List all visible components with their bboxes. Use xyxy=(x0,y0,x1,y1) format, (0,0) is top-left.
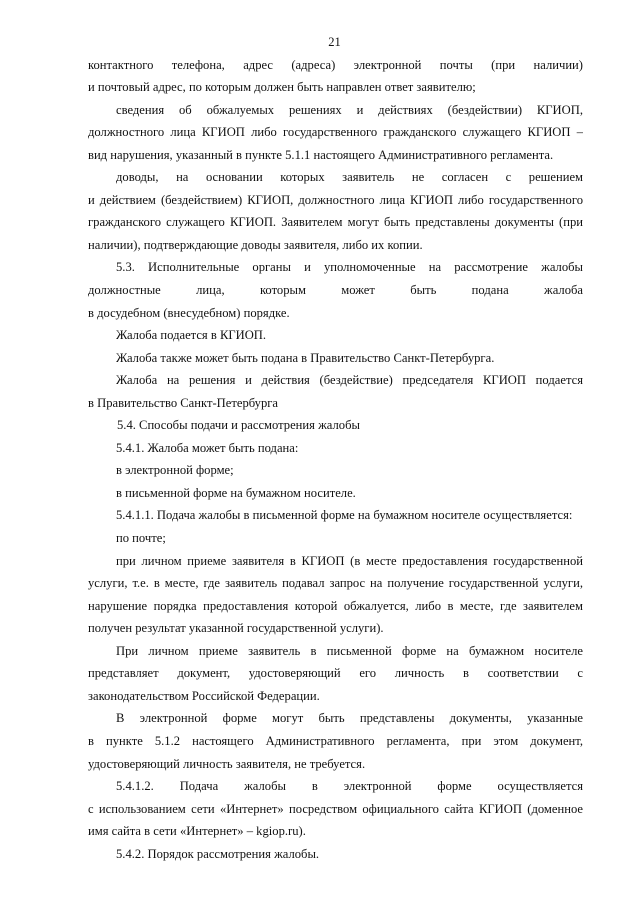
text-line: сведения об обжалуемых решениях и действиях (бездействии) КГИОП, xyxy=(116,102,583,117)
paragraph-section-5-4-1-2 xyxy=(88,775,583,843)
text-line: в письменной форме на бумажном носителе. xyxy=(116,485,356,500)
paragraph-electronic-documents xyxy=(88,707,583,775)
text-line: в пункте 5.1.2 настоящего Административного регламента, при этом документ, xyxy=(88,733,583,748)
text-line: в Правительство Санкт-Петербурга xyxy=(88,395,279,410)
paragraph-identity-document xyxy=(88,640,583,708)
text-line: При личном приеме заявитель в письменной форме на бумажном носителе xyxy=(116,643,583,658)
text-line: гражданского служащего КГИОП. Заявителем могут быть представлены документы (при xyxy=(88,215,583,230)
text-line: 5.3. Исполнительные органы и уполномоченные на рассмотрение жалобы xyxy=(116,260,583,275)
text-line: представляет документ, удостоверяющий его личность в соответствии с xyxy=(88,666,583,681)
text-line: Жалоба на решения и действия (бездействие) председателя КГИОП подается xyxy=(116,373,583,388)
paragraph-appealed-decisions xyxy=(88,99,583,167)
paragraph-contact-info xyxy=(88,54,583,99)
paragraph-electronic-form xyxy=(88,459,583,482)
page-number: 21 xyxy=(328,35,341,49)
text-line: по почте; xyxy=(116,531,166,546)
paragraph-personal-reception xyxy=(88,550,583,640)
text-line: в досудебном (внесудебном) порядке. xyxy=(88,305,290,320)
text-line: В электронной форме могут быть представлены документы, указанные xyxy=(116,711,583,726)
text-line: 5.4.1. Жалоба может быть подана: xyxy=(116,440,299,455)
paragraph-arguments xyxy=(88,166,583,256)
text-line: наличии), подтверждающие доводы заявителя, либо их копии. xyxy=(88,237,423,252)
text-line: и почтовый адрес, по которым должен быть направлен ответ заявителю; xyxy=(88,80,476,95)
text-line: контактного телефона, адрес (адреса) электронной почты (при наличии) xyxy=(88,57,583,72)
paragraph-section-5-3 xyxy=(88,256,583,324)
text-line: доводы, на основании которых заявитель не согласен с решением xyxy=(116,170,583,185)
paragraph-complaint-chairman xyxy=(88,369,583,414)
text-line: 5.4.2. Порядок рассмотрения жалобы. xyxy=(116,846,320,861)
text-line: и действием (бездействием) КГИОП, должностного лица КГИОП либо государственного xyxy=(88,192,583,207)
text-line: с использованием сети «Интернет» посредством официального сайта КГИОП (доменное xyxy=(88,801,583,816)
paragraph-complaint-government xyxy=(88,347,583,370)
text-line: законодательством Российской Федерации. xyxy=(88,688,320,703)
text-line: услуги, т.е. в месте, где заявитель подавал запрос на получение государственной услуги, xyxy=(88,576,583,591)
text-line: должностного лица КГИОП либо государственного гражданского служащего КГИОП – xyxy=(88,125,583,140)
text-line: при личном приеме заявителя в КГИОП (в месте предоставления государственной xyxy=(116,553,583,568)
text-line: имя сайта в сети «Интернет» – kgiop.ru). xyxy=(88,824,306,839)
paragraph-section-5-4-1-1 xyxy=(88,504,583,527)
text-line: удостоверяющий личность заявителя, не требуется. xyxy=(88,756,366,771)
paragraph-paper-form xyxy=(88,482,583,505)
text-line: в электронной форме; xyxy=(116,463,234,478)
text-line: должностные лица, которым может быть подана жалоба xyxy=(88,283,583,298)
text-line: 5.4.1.2. Подача жалобы в электронной форме осуществляется xyxy=(116,779,583,794)
paragraph-by-mail xyxy=(88,527,583,550)
text-line: нарушение порядка предоставления которой обжалуется, либо в месте, где заявителем xyxy=(88,598,583,613)
text-line: 5.4. Способы подачи и рассмотрения жалобы xyxy=(117,418,360,433)
paragraph-section-5-4 xyxy=(88,414,583,437)
paragraph-complaint-filed xyxy=(88,324,583,347)
paragraph-section-5-4-2 xyxy=(88,843,583,866)
paragraph-section-5-4-1 xyxy=(88,437,583,460)
text-line: Жалоба также может быть подана в Правительство Санкт-Петербурга. xyxy=(116,350,495,365)
text-line: получен результат указанной государственной услуги). xyxy=(88,621,384,636)
text-line: Жалоба подается в КГИОП. xyxy=(116,328,267,343)
text-line: вид нарушения, указанный в пункте 5.1.1 настоящего Административного регламента. xyxy=(88,147,554,162)
text-line: 5.4.1.1. Подача жалобы в письменной форме на бумажном носителе осуществляется: xyxy=(116,508,573,523)
